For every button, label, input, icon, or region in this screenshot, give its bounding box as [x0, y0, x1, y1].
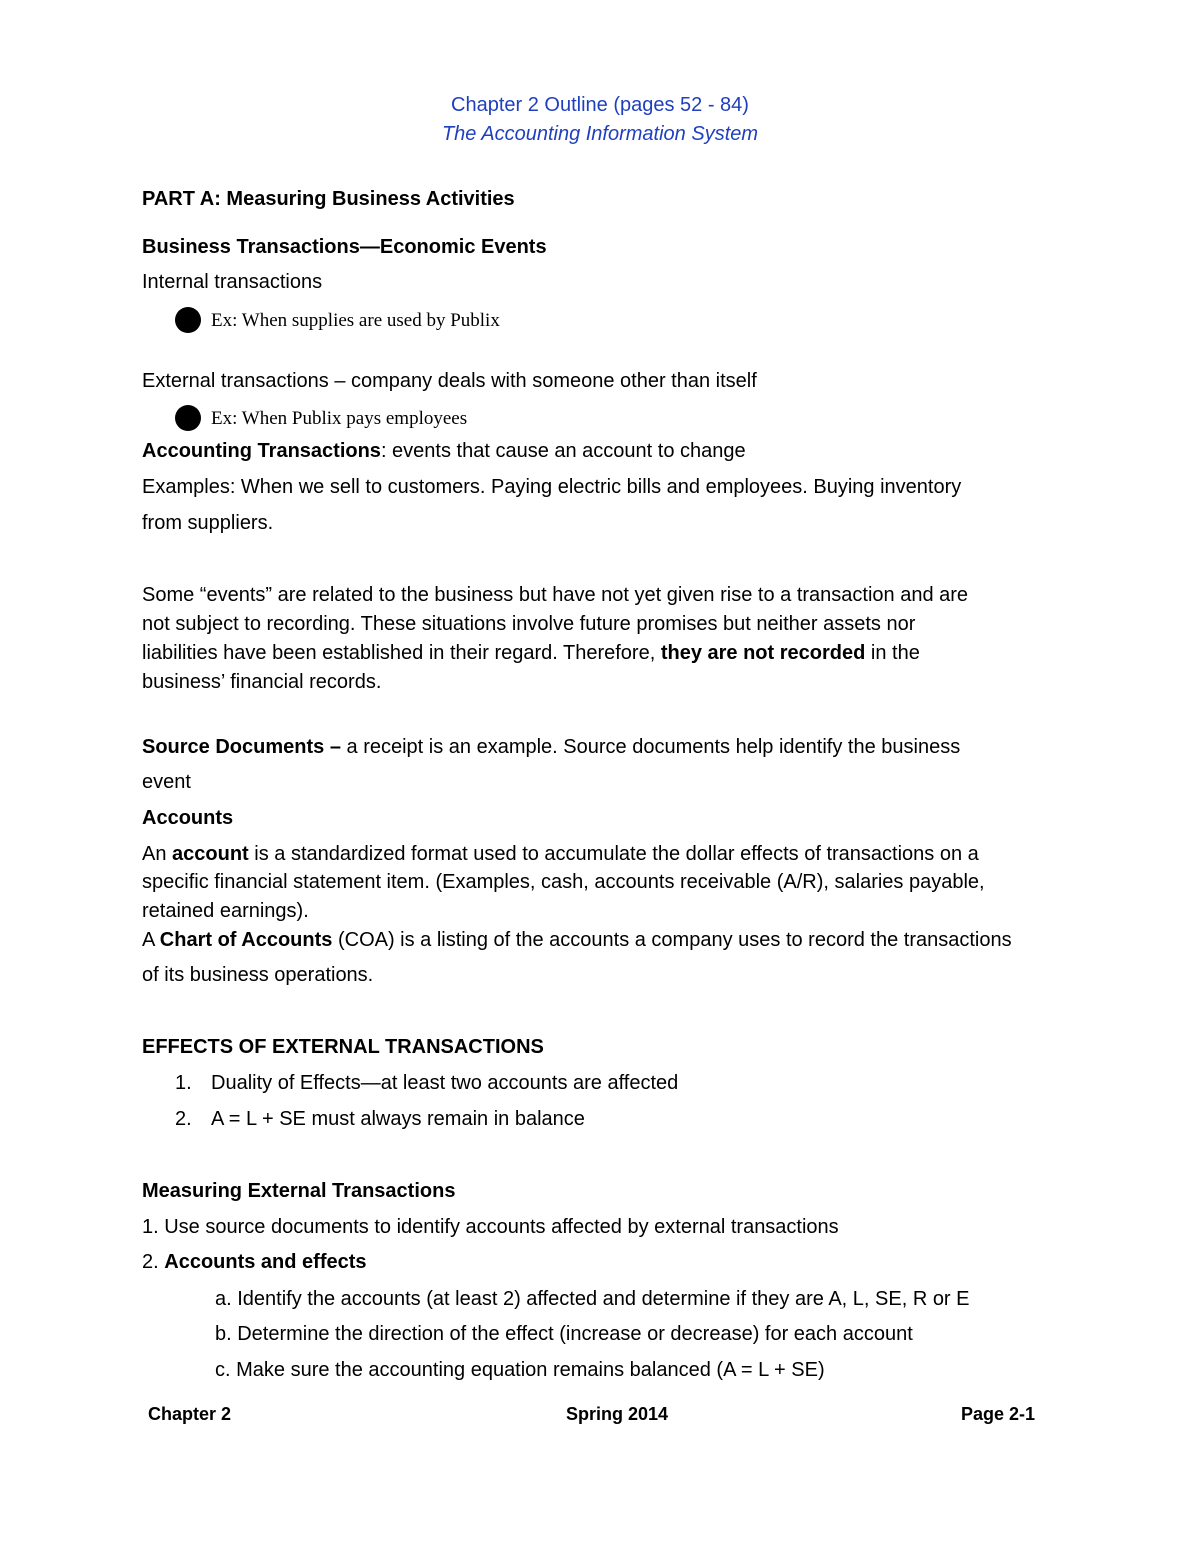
coa-text: (COA) is a listing of the accounts a company uses to record the transactions	[332, 929, 1012, 951]
effects-item-1-number: 1.	[175, 1072, 192, 1094]
events-paragraph-line-3	[142, 640, 920, 666]
events-paragraph-line-4: business’ financial records.	[142, 671, 382, 693]
bullet-icon	[175, 307, 201, 333]
accounts-heading: Accounts	[142, 807, 234, 829]
effects-item-2-number: 2.	[175, 1108, 192, 1130]
external-example: Ex: When Publix pays employees	[211, 408, 468, 429]
account-def-text: is a standardized format used to accumulate the dollar effects of transactions on a	[248, 843, 979, 865]
business-transactions-heading: Business Transactions—Economic Events	[142, 236, 547, 258]
account-term: account	[172, 843, 249, 865]
footer-page-number: Page 2-1	[961, 1404, 1036, 1424]
examples-line-2: from suppliers.	[142, 512, 274, 534]
document-title: Chapter 2 Outline (pages 52 - 84)	[451, 94, 749, 116]
accounting-transactions-definition	[142, 438, 746, 464]
part-a-heading: PART A: Measuring Business Activities	[142, 188, 515, 210]
step-2-number: 2.	[142, 1251, 165, 1273]
account-definition-line-2: specific financial statement item. (Examples, cash, accounts receivable (A/R), salaries payable,	[142, 871, 985, 893]
external-transactions-label: External transactions – company deals with someone other than itself	[142, 370, 757, 392]
measuring-step-2	[142, 1249, 367, 1275]
examples-line-1: Examples: When we sell to customers. Paying electric bills and employees. Buying inventory	[142, 476, 962, 498]
step-2-label: Accounts and effects	[164, 1251, 367, 1273]
effects-heading: EFFECTS OF EXTERNAL TRANSACTIONS	[142, 1036, 544, 1058]
measuring-step-1: 1. Use source documents to identify accounts affected by external transactions	[142, 1216, 839, 1238]
chart-of-accounts-term: Chart of Accounts	[159, 929, 333, 951]
internal-example: Ex: When supplies are used by Publix	[211, 310, 500, 331]
bullet-icon	[175, 405, 201, 431]
footer-chapter: Chapter 2	[148, 1404, 232, 1424]
events-paragraph-line-2: not subject to recording. These situations involve future promises but neither assets nor	[142, 613, 916, 635]
source-documents-term: Source Documents –	[142, 736, 341, 758]
events-line-3-text: liabilities have been established in their regard. Therefore,	[142, 642, 661, 664]
accounting-transactions-text: : events that cause an account to change	[380, 440, 746, 462]
effects-item-1: Duality of Effects—at least two accounts are affected	[211, 1072, 679, 1094]
measuring-sub-b: b. Determine the direction of the effect (increase or decrease) for each account	[215, 1323, 913, 1345]
events-line-3-tail: in the	[865, 642, 920, 664]
measuring-sub-a: a. Identify the accounts (at least 2) affected and determine if they are A, L, SE, R or E	[215, 1288, 970, 1310]
account-definition-line-1	[142, 841, 979, 867]
effects-item-2: A = L + SE must always remain in balance	[211, 1108, 585, 1130]
source-documents-line-1	[142, 734, 960, 760]
measuring-sub-c: c. Make sure the accounting equation remains balanced (A = L + SE)	[215, 1359, 825, 1381]
source-documents-text: a receipt is an example. Source documents help identify the business	[340, 736, 961, 758]
chart-of-accounts-line-2: of its business operations.	[142, 964, 374, 986]
coa-prefix: A	[142, 929, 160, 951]
account-definition-line-3: retained earnings).	[142, 900, 309, 922]
footer-term: Spring 2014	[566, 1404, 669, 1424]
document-subtitle: The Accounting Information System	[441, 123, 759, 145]
measuring-heading: Measuring External Transactions	[142, 1180, 456, 1202]
not-recorded-emphasis: they are not recorded	[660, 642, 866, 664]
accounting-transactions-term: Accounting Transactions	[142, 440, 381, 462]
account-def-prefix: An	[142, 843, 173, 865]
source-documents-line-2: event	[142, 771, 191, 793]
internal-transactions-label: Internal transactions	[142, 271, 323, 293]
events-paragraph-line-1: Some “events” are related to the business but have not yet given rise to a transaction and are	[142, 584, 969, 606]
chart-of-accounts-line-1	[142, 927, 1012, 953]
